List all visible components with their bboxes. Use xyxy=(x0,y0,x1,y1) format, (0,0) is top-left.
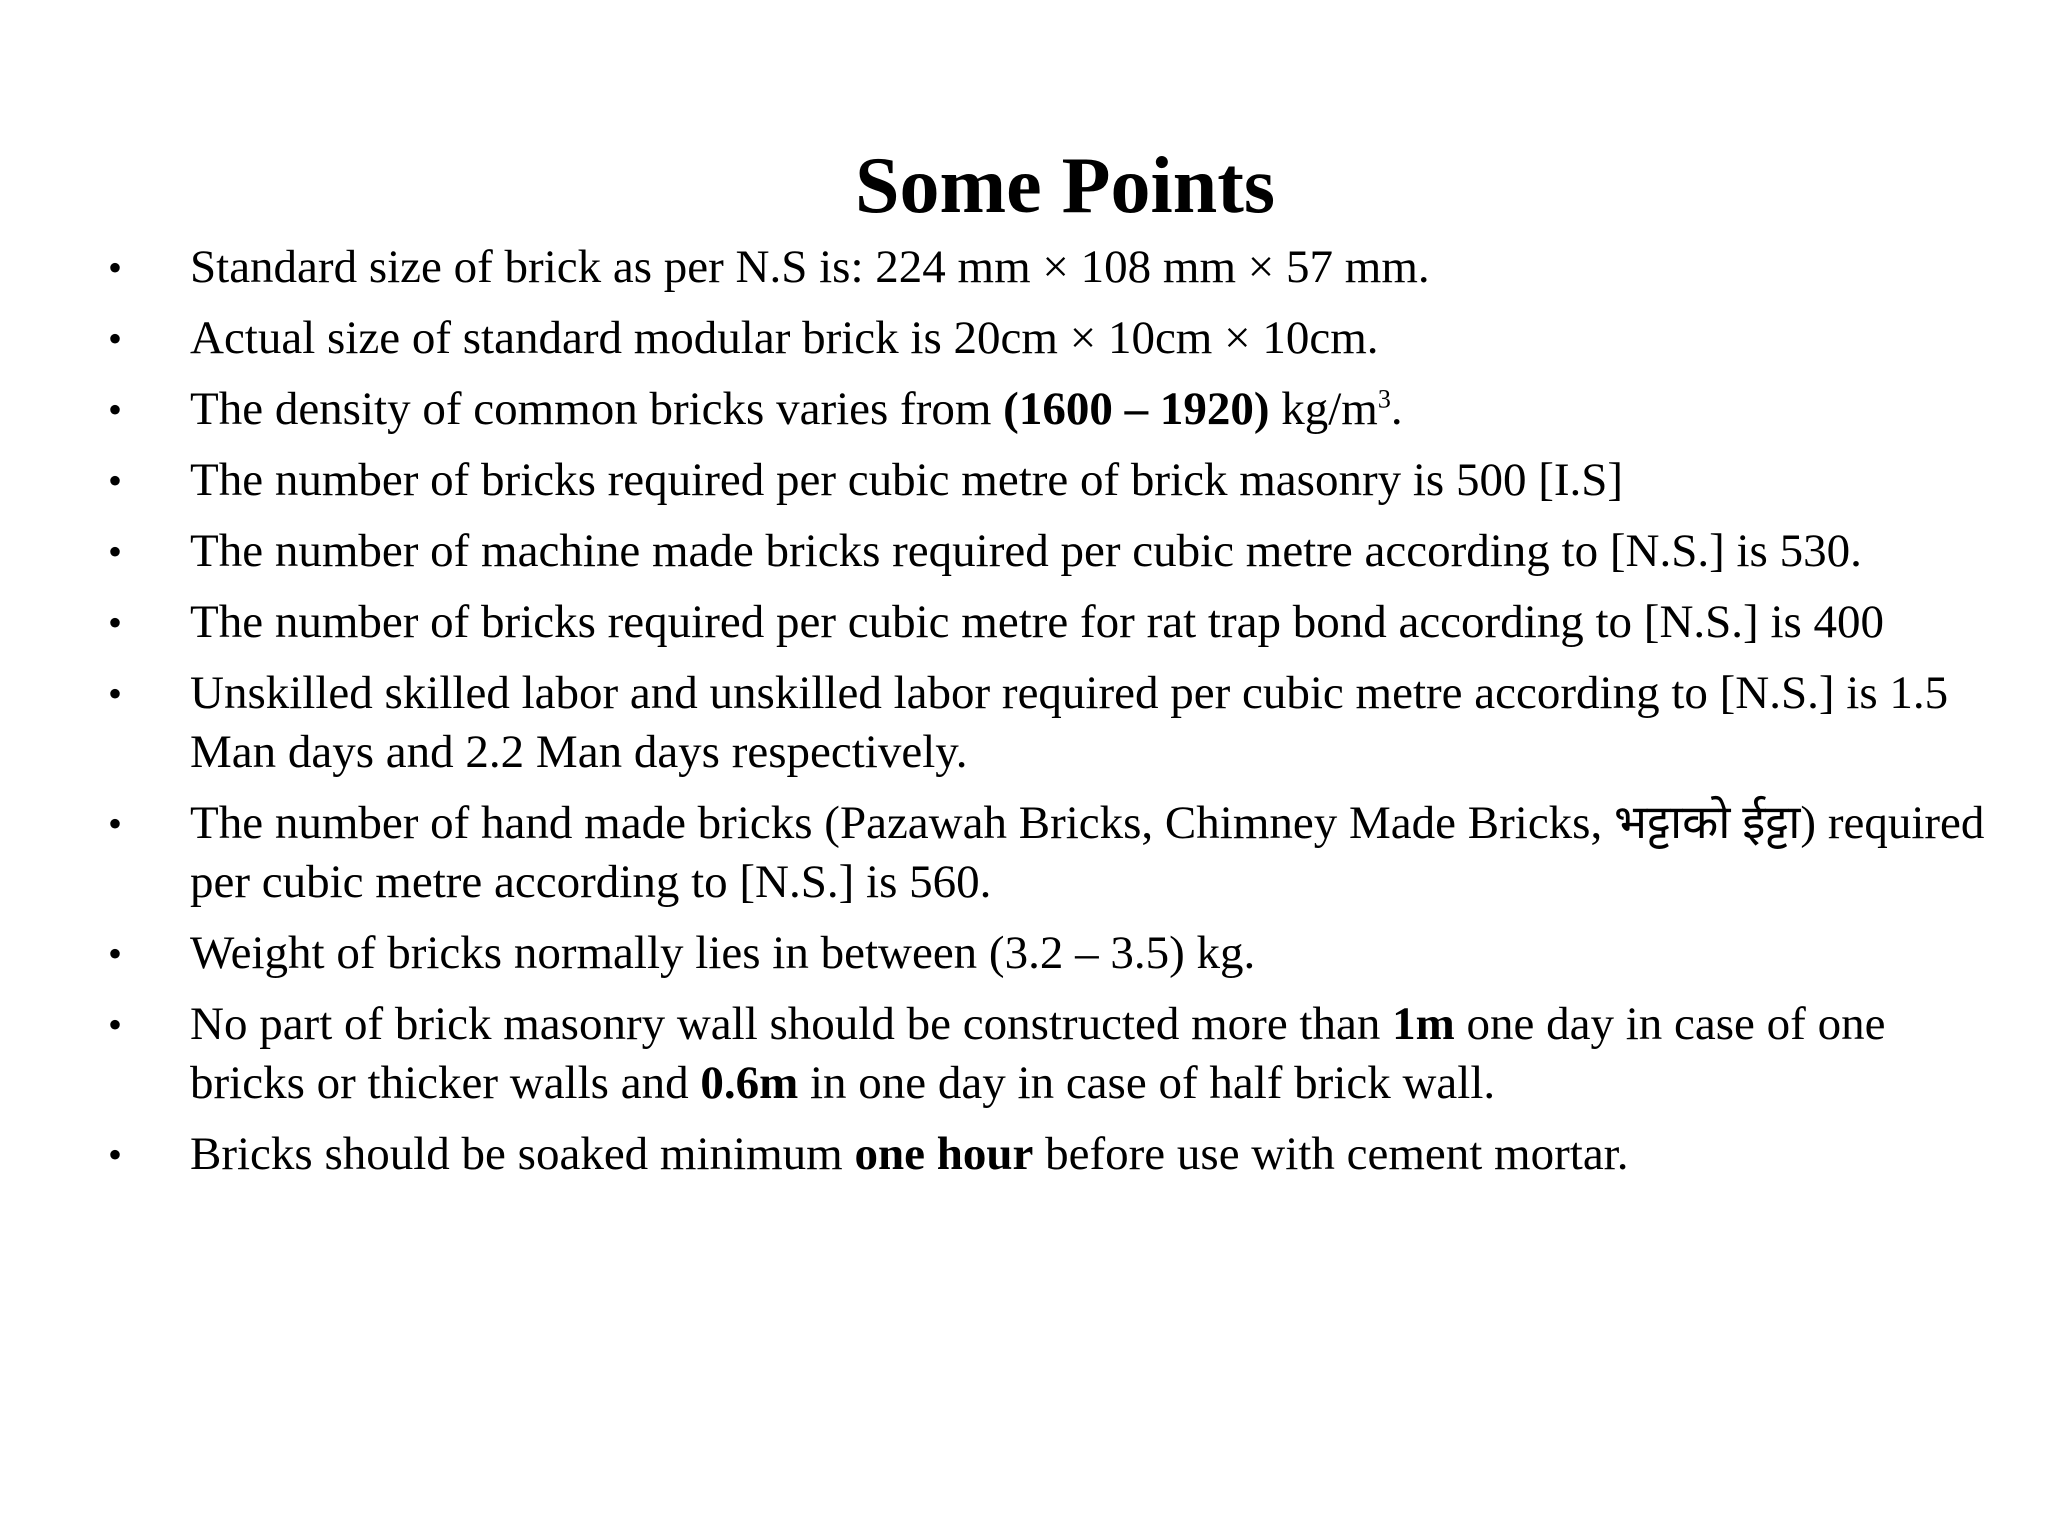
bullet-icon: • xyxy=(108,671,123,716)
list-item xyxy=(108,451,2008,510)
bullet-icon: • xyxy=(108,316,123,361)
point-text: The number of hand made bricks (Pazawah Bricks, Chimney Made Bricks, भट्टाको ईट्टा) required per cubic metre according to [N.S.] is 560. xyxy=(190,797,1985,908)
bullet-icon: • xyxy=(108,600,123,645)
list-item xyxy=(108,995,2008,1113)
list-item xyxy=(108,664,2008,782)
point-text: Weight of bricks normally lies in between (3.2 – 3.5) kg. xyxy=(190,927,1256,979)
bullet-icon: • xyxy=(108,931,123,976)
point-text: Unskilled skilled labor and unskilled labor required per cubic metre according to [N.S.] is 1.5 Man days and 2.2 Man days respectively. xyxy=(190,667,1949,778)
bullet-icon: • xyxy=(108,245,123,290)
point-text-bold: (1600 – 1920) xyxy=(1003,383,1270,435)
list-item xyxy=(108,522,2008,581)
point-text: The density of common bricks varies from xyxy=(190,383,1004,435)
list-item xyxy=(108,309,2008,368)
point-text: one day in case of one bricks or thicker walls and xyxy=(190,998,1886,1109)
list-item xyxy=(108,380,2008,439)
point-text-bold: 0.6m xyxy=(700,1057,799,1109)
point-text: Actual size of standard modular brick is 20cm × 10cm × 10cm. xyxy=(190,312,1379,364)
list-item xyxy=(108,1125,2008,1184)
list-item xyxy=(108,238,2008,297)
point-text-bold: one hour xyxy=(854,1128,1034,1180)
point-text-bold: 1m xyxy=(1392,998,1455,1050)
point-text: . xyxy=(1390,383,1403,435)
slide-title: Some Points xyxy=(855,142,1275,230)
bullet-icon: • xyxy=(108,529,123,574)
point-text: kg/m xyxy=(1269,383,1378,435)
list-item xyxy=(108,924,2008,983)
point-text: Bricks should be soaked minimum xyxy=(190,1128,855,1180)
bullet-icon: • xyxy=(108,387,123,432)
superscript: 3 xyxy=(1377,384,1391,414)
bullet-icon: • xyxy=(108,801,123,846)
point-text: The number of bricks required per cubic metre for rat trap bond according to [N.S.] is 400 xyxy=(190,596,1885,648)
bullet-icon: • xyxy=(108,1002,123,1047)
point-text: in one day in case of half brick wall. xyxy=(798,1057,1496,1109)
point-text: before use with cement mortar. xyxy=(1033,1128,1629,1180)
list-item xyxy=(108,593,2008,652)
point-text: The number of bricks required per cubic metre of brick masonry is 500 [I.S] xyxy=(190,454,1624,506)
bullet-icon: • xyxy=(108,1132,123,1177)
bullet-list xyxy=(108,238,2008,1196)
point-text: No part of brick masonry wall should be constructed more than xyxy=(190,998,1393,1050)
point-text: Standard size of brick as per N.S is: 224 mm × 108 mm × 57 mm. xyxy=(190,241,1430,293)
point-text: The number of machine made bricks required per cubic metre according to [N.S.] is 530. xyxy=(190,525,1862,577)
list-item xyxy=(108,794,2008,912)
bullet-icon: • xyxy=(108,458,123,503)
